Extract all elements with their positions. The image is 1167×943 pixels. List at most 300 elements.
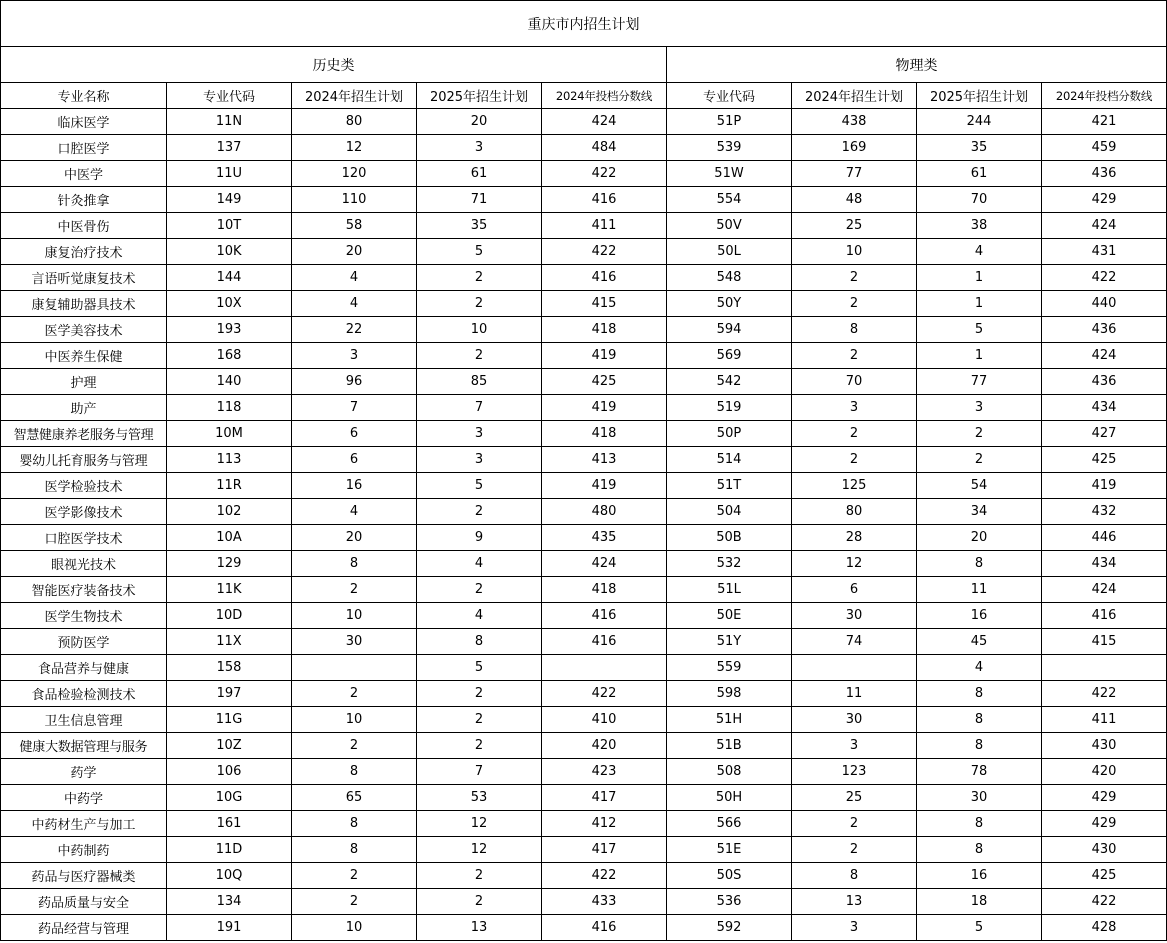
history-major-code-header: 专业代码 — [167, 83, 292, 109]
physics-2025-plan-header: 2025年招生计划 — [917, 83, 1042, 109]
history-2024-plan-cell: 6 — [292, 447, 417, 473]
physics-major-code-cell: 548 — [667, 265, 792, 291]
physics-major-code-cell: 50S — [667, 863, 792, 889]
table-row — [1, 343, 1167, 369]
history-2024-score-cell: 410 — [542, 707, 667, 733]
physics-2024-score-cell: 436 — [1042, 317, 1167, 343]
major-name-cell: 卫生信息管理 — [1, 707, 167, 733]
history-2024-score-cell: 418 — [542, 317, 667, 343]
table-body — [1, 109, 1167, 941]
history-2024-score-cell: 422 — [542, 161, 667, 187]
table-row — [1, 109, 1167, 135]
physics-2024-score-cell: 422 — [1042, 265, 1167, 291]
history-2024-plan-cell: 4 — [292, 265, 417, 291]
history-2024-score-cell: 411 — [542, 213, 667, 239]
history-2025-plan-cell: 3 — [417, 447, 542, 473]
history-2025-plan-cell: 2 — [417, 343, 542, 369]
major-name-cell: 眼视光技术 — [1, 551, 167, 577]
history-major-code-cell: 10M — [167, 421, 292, 447]
history-2024-plan-cell: 96 — [292, 369, 417, 395]
physics-major-code-cell: 559 — [667, 655, 792, 681]
history-2024-plan-cell: 2 — [292, 733, 417, 759]
physics-2024-plan-header: 2024年招生计划 — [792, 83, 917, 109]
major-name-cell: 婴幼儿托育服务与管理 — [1, 447, 167, 473]
history-major-code-cell: 149 — [167, 187, 292, 213]
history-major-code-cell: 137 — [167, 135, 292, 161]
physics-major-code-cell: 504 — [667, 499, 792, 525]
physics-2024-plan-cell: 25 — [792, 785, 917, 811]
history-2024-plan-cell: 80 — [292, 109, 417, 135]
physics-major-code-cell: 598 — [667, 681, 792, 707]
physics-2025-plan-cell: 45 — [917, 629, 1042, 655]
major-name-cell: 中药学 — [1, 785, 167, 811]
physics-2024-score-cell: 419 — [1042, 473, 1167, 499]
history-2025-plan-cell: 85 — [417, 369, 542, 395]
physics-2025-plan-cell: 35 — [917, 135, 1042, 161]
physics-2024-plan-cell: 3 — [792, 733, 917, 759]
physics-2024-score-header: 2024年投档分数线 — [1042, 83, 1167, 109]
physics-2024-score-cell: 434 — [1042, 551, 1167, 577]
history-2025-plan-cell: 4 — [417, 603, 542, 629]
table-row — [1, 915, 1167, 941]
history-2024-score-cell: 419 — [542, 343, 667, 369]
physics-2024-score-cell: 434 — [1042, 395, 1167, 421]
history-major-code-cell: 11X — [167, 629, 292, 655]
physics-2024-score-cell: 425 — [1042, 447, 1167, 473]
physics-2024-score-cell: 422 — [1042, 681, 1167, 707]
history-2025-plan-cell: 9 — [417, 525, 542, 551]
history-2024-score-cell: 417 — [542, 837, 667, 863]
major-name-cell: 中医养生保健 — [1, 343, 167, 369]
table-row — [1, 655, 1167, 681]
physics-major-code-cell: 50B — [667, 525, 792, 551]
physics-group-header: 物理类 — [667, 47, 1167, 83]
physics-2024-score-cell: 431 — [1042, 239, 1167, 265]
history-2024-score-cell: 423 — [542, 759, 667, 785]
history-2024-score-cell: 419 — [542, 473, 667, 499]
history-2024-score-cell: 419 — [542, 395, 667, 421]
history-major-code-cell: 11K — [167, 577, 292, 603]
history-major-code-cell: 144 — [167, 265, 292, 291]
physics-2025-plan-cell: 244 — [917, 109, 1042, 135]
major-name-cell: 助产 — [1, 395, 167, 421]
physics-2024-plan-cell: 70 — [792, 369, 917, 395]
physics-major-code-cell: 542 — [667, 369, 792, 395]
major-name-cell: 食品检验检测技术 — [1, 681, 167, 707]
table-row — [1, 811, 1167, 837]
major-name-cell: 口腔医学 — [1, 135, 167, 161]
major-name-header: 专业名称 — [1, 83, 167, 109]
physics-2024-plan-cell: 10 — [792, 239, 917, 265]
major-name-cell: 护理 — [1, 369, 167, 395]
physics-2025-plan-cell: 1 — [917, 291, 1042, 317]
history-2024-score-cell: 416 — [542, 603, 667, 629]
major-name-cell: 中医学 — [1, 161, 167, 187]
history-2024-score-cell: 416 — [542, 187, 667, 213]
history-2024-plan-cell: 30 — [292, 629, 417, 655]
column-header-row — [1, 83, 1167, 109]
history-major-code-cell: 10K — [167, 239, 292, 265]
history-major-code-cell: 11G — [167, 707, 292, 733]
table-row — [1, 707, 1167, 733]
physics-2024-plan-cell: 123 — [792, 759, 917, 785]
major-name-cell: 口腔医学技术 — [1, 525, 167, 551]
major-name-cell: 药学 — [1, 759, 167, 785]
history-2024-plan-cell: 8 — [292, 837, 417, 863]
history-major-code-cell: 10Q — [167, 863, 292, 889]
physics-2024-plan-cell: 2 — [792, 447, 917, 473]
physics-2024-plan-cell: 169 — [792, 135, 917, 161]
physics-2025-plan-cell: 1 — [917, 265, 1042, 291]
physics-2024-score-cell: 424 — [1042, 343, 1167, 369]
table-row — [1, 317, 1167, 343]
history-2025-plan-cell: 61 — [417, 161, 542, 187]
physics-2024-score-cell: 411 — [1042, 707, 1167, 733]
history-2024-plan-cell: 58 — [292, 213, 417, 239]
group-header-row — [1, 47, 1167, 83]
history-2024-plan-cell: 10 — [292, 707, 417, 733]
table-row — [1, 291, 1167, 317]
history-2024-score-cell: 416 — [542, 265, 667, 291]
history-2024-plan-cell: 2 — [292, 577, 417, 603]
physics-2025-plan-cell: 4 — [917, 239, 1042, 265]
table-row — [1, 889, 1167, 915]
history-2024-score-cell: 415 — [542, 291, 667, 317]
physics-2025-plan-cell: 38 — [917, 213, 1042, 239]
history-2025-plan-cell: 2 — [417, 291, 542, 317]
history-major-code-cell: 191 — [167, 915, 292, 941]
physics-major-code-cell: 566 — [667, 811, 792, 837]
history-2024-score-cell: 425 — [542, 369, 667, 395]
table-row — [1, 785, 1167, 811]
physics-major-code-cell: 51W — [667, 161, 792, 187]
physics-2024-plan-cell: 74 — [792, 629, 917, 655]
history-major-code-cell: 11U — [167, 161, 292, 187]
history-major-code-cell: 193 — [167, 317, 292, 343]
history-2025-plan-cell: 3 — [417, 135, 542, 161]
history-2024-plan-cell: 6 — [292, 421, 417, 447]
physics-2024-plan-cell: 438 — [792, 109, 917, 135]
major-name-cell: 针灸推拿 — [1, 187, 167, 213]
physics-2024-score-cell: 424 — [1042, 213, 1167, 239]
history-2025-plan-cell: 2 — [417, 499, 542, 525]
physics-2024-score-cell — [1042, 655, 1167, 681]
physics-2024-score-cell: 446 — [1042, 525, 1167, 551]
physics-major-code-cell: 519 — [667, 395, 792, 421]
physics-major-code-cell: 508 — [667, 759, 792, 785]
physics-2024-score-cell: 424 — [1042, 577, 1167, 603]
major-name-cell: 药品经营与管理 — [1, 915, 167, 941]
physics-2024-plan-cell: 3 — [792, 395, 917, 421]
physics-2024-plan-cell: 30 — [792, 707, 917, 733]
physics-2024-score-cell: 459 — [1042, 135, 1167, 161]
history-2024-plan-header: 2024年招生计划 — [292, 83, 417, 109]
physics-2024-plan-cell: 12 — [792, 551, 917, 577]
major-name-cell: 医学检验技术 — [1, 473, 167, 499]
history-2024-score-cell: 420 — [542, 733, 667, 759]
table-row — [1, 213, 1167, 239]
physics-2024-score-cell: 425 — [1042, 863, 1167, 889]
history-2024-plan-cell: 20 — [292, 525, 417, 551]
table-row — [1, 421, 1167, 447]
physics-2024-score-cell: 420 — [1042, 759, 1167, 785]
physics-2024-score-cell: 428 — [1042, 915, 1167, 941]
physics-major-code-cell: 50V — [667, 213, 792, 239]
physics-2024-score-cell: 416 — [1042, 603, 1167, 629]
physics-major-code-cell: 536 — [667, 889, 792, 915]
physics-2025-plan-cell: 4 — [917, 655, 1042, 681]
major-name-cell: 智能医疗装备技术 — [1, 577, 167, 603]
history-2024-score-cell: 422 — [542, 863, 667, 889]
history-2025-plan-cell: 8 — [417, 629, 542, 655]
physics-2024-score-cell: 429 — [1042, 811, 1167, 837]
physics-major-code-header: 专业代码 — [667, 83, 792, 109]
history-2024-score-cell: 416 — [542, 629, 667, 655]
table-row — [1, 759, 1167, 785]
history-2024-score-cell: 484 — [542, 135, 667, 161]
history-2024-score-cell: 422 — [542, 239, 667, 265]
table-title: 重庆市内招生计划 — [1, 1, 1167, 47]
physics-major-code-cell: 592 — [667, 915, 792, 941]
history-major-code-cell: 134 — [167, 889, 292, 915]
history-2025-plan-header: 2025年招生计划 — [417, 83, 542, 109]
physics-2024-plan-cell: 125 — [792, 473, 917, 499]
physics-2024-plan-cell: 8 — [792, 863, 917, 889]
physics-2025-plan-cell: 8 — [917, 837, 1042, 863]
history-2025-plan-cell: 71 — [417, 187, 542, 213]
history-major-code-cell: 118 — [167, 395, 292, 421]
history-2024-plan-cell: 2 — [292, 863, 417, 889]
physics-2024-score-cell: 422 — [1042, 889, 1167, 915]
history-2025-plan-cell: 53 — [417, 785, 542, 811]
major-name-cell: 医学影像技术 — [1, 499, 167, 525]
history-2025-plan-cell: 5 — [417, 239, 542, 265]
physics-2024-plan-cell: 28 — [792, 525, 917, 551]
major-name-cell: 预防医学 — [1, 629, 167, 655]
physics-2024-plan-cell: 8 — [792, 317, 917, 343]
history-2025-plan-cell: 2 — [417, 577, 542, 603]
table-row — [1, 525, 1167, 551]
history-2025-plan-cell: 5 — [417, 473, 542, 499]
physics-major-code-cell: 51L — [667, 577, 792, 603]
physics-2024-plan-cell: 11 — [792, 681, 917, 707]
physics-2025-plan-cell: 2 — [917, 447, 1042, 473]
history-major-code-cell: 10G — [167, 785, 292, 811]
history-2024-score-cell: 480 — [542, 499, 667, 525]
physics-2025-plan-cell: 78 — [917, 759, 1042, 785]
history-major-code-cell: 168 — [167, 343, 292, 369]
history-2024-plan-cell: 3 — [292, 343, 417, 369]
physics-2025-plan-cell: 70 — [917, 187, 1042, 213]
history-2024-score-cell: 416 — [542, 915, 667, 941]
physics-2024-score-cell: 429 — [1042, 785, 1167, 811]
history-2024-score-cell: 422 — [542, 681, 667, 707]
history-group-header: 历史类 — [1, 47, 667, 83]
title-row — [1, 1, 1167, 47]
major-name-cell: 食品营养与健康 — [1, 655, 167, 681]
physics-2025-plan-cell: 34 — [917, 499, 1042, 525]
history-2024-plan-cell: 16 — [292, 473, 417, 499]
history-2024-plan-cell: 8 — [292, 551, 417, 577]
physics-2024-score-cell: 436 — [1042, 161, 1167, 187]
table-row — [1, 187, 1167, 213]
table-row — [1, 473, 1167, 499]
history-2024-plan-cell: 22 — [292, 317, 417, 343]
major-name-cell: 医学美容技术 — [1, 317, 167, 343]
history-2025-plan-cell: 12 — [417, 837, 542, 863]
history-major-code-cell: 10Z — [167, 733, 292, 759]
history-major-code-cell: 197 — [167, 681, 292, 707]
major-name-cell: 中医骨伤 — [1, 213, 167, 239]
history-2025-plan-cell: 2 — [417, 733, 542, 759]
physics-2025-plan-cell: 20 — [917, 525, 1042, 551]
physics-2025-plan-cell: 16 — [917, 603, 1042, 629]
history-major-code-cell: 11N — [167, 109, 292, 135]
history-2025-plan-cell: 2 — [417, 863, 542, 889]
physics-2025-plan-cell: 2 — [917, 421, 1042, 447]
table-row — [1, 369, 1167, 395]
history-2025-plan-cell: 35 — [417, 213, 542, 239]
physics-2025-plan-cell: 16 — [917, 863, 1042, 889]
physics-major-code-cell: 532 — [667, 551, 792, 577]
major-name-cell: 药品与医疗器械类 — [1, 863, 167, 889]
physics-2024-score-cell: 440 — [1042, 291, 1167, 317]
physics-major-code-cell: 594 — [667, 317, 792, 343]
physics-2024-plan-cell: 77 — [792, 161, 917, 187]
history-2024-plan-cell: 7 — [292, 395, 417, 421]
history-2024-score-cell: 418 — [542, 421, 667, 447]
physics-2024-score-cell: 436 — [1042, 369, 1167, 395]
history-major-code-cell: 10X — [167, 291, 292, 317]
history-2024-score-cell: 413 — [542, 447, 667, 473]
history-2024-plan-cell: 120 — [292, 161, 417, 187]
history-2024-score-cell: 433 — [542, 889, 667, 915]
history-2024-plan-cell: 4 — [292, 291, 417, 317]
history-2024-score-cell: 424 — [542, 551, 667, 577]
history-major-code-cell: 140 — [167, 369, 292, 395]
physics-major-code-cell: 50Y — [667, 291, 792, 317]
physics-2024-plan-cell: 2 — [792, 421, 917, 447]
physics-major-code-cell: 50L — [667, 239, 792, 265]
history-2024-plan-cell: 4 — [292, 499, 417, 525]
history-2024-score-cell — [542, 655, 667, 681]
history-2024-plan-cell: 110 — [292, 187, 417, 213]
history-major-code-cell: 102 — [167, 499, 292, 525]
physics-2025-plan-cell: 8 — [917, 551, 1042, 577]
physics-major-code-cell: 51P — [667, 109, 792, 135]
history-major-code-cell: 10D — [167, 603, 292, 629]
physics-2024-plan-cell: 3 — [792, 915, 917, 941]
major-name-cell: 中药材生产与加工 — [1, 811, 167, 837]
physics-2024-score-cell: 430 — [1042, 733, 1167, 759]
physics-major-code-cell: 554 — [667, 187, 792, 213]
physics-2024-score-cell: 415 — [1042, 629, 1167, 655]
history-major-code-cell: 158 — [167, 655, 292, 681]
physics-major-code-cell: 569 — [667, 343, 792, 369]
history-major-code-cell: 11R — [167, 473, 292, 499]
history-major-code-cell: 11D — [167, 837, 292, 863]
history-2024-plan-cell: 2 — [292, 889, 417, 915]
major-name-cell: 药品质量与安全 — [1, 889, 167, 915]
table-row — [1, 499, 1167, 525]
physics-major-code-cell: 50P — [667, 421, 792, 447]
physics-2025-plan-cell: 77 — [917, 369, 1042, 395]
history-2025-plan-cell: 4 — [417, 551, 542, 577]
physics-major-code-cell: 50E — [667, 603, 792, 629]
history-2025-plan-cell: 12 — [417, 811, 542, 837]
history-major-code-cell: 10A — [167, 525, 292, 551]
history-2025-plan-cell: 2 — [417, 681, 542, 707]
history-2024-score-cell: 424 — [542, 109, 667, 135]
physics-2024-plan-cell: 2 — [792, 265, 917, 291]
history-2024-plan-cell: 10 — [292, 915, 417, 941]
physics-2024-plan-cell: 2 — [792, 343, 917, 369]
table-row — [1, 837, 1167, 863]
history-major-code-cell: 10T — [167, 213, 292, 239]
physics-2025-plan-cell: 3 — [917, 395, 1042, 421]
physics-major-code-cell: 51B — [667, 733, 792, 759]
physics-2025-plan-cell: 54 — [917, 473, 1042, 499]
history-2024-plan-cell: 12 — [292, 135, 417, 161]
physics-2024-plan-cell: 13 — [792, 889, 917, 915]
physics-2024-plan-cell: 6 — [792, 577, 917, 603]
history-major-code-cell: 113 — [167, 447, 292, 473]
physics-2024-score-cell: 429 — [1042, 187, 1167, 213]
physics-major-code-cell: 51T — [667, 473, 792, 499]
history-2024-plan-cell: 8 — [292, 759, 417, 785]
history-2025-plan-cell: 2 — [417, 707, 542, 733]
physics-2024-score-cell: 421 — [1042, 109, 1167, 135]
physics-major-code-cell: 51Y — [667, 629, 792, 655]
physics-major-code-cell: 50H — [667, 785, 792, 811]
physics-2025-plan-cell: 18 — [917, 889, 1042, 915]
history-2024-score-cell: 417 — [542, 785, 667, 811]
major-name-cell: 中药制药 — [1, 837, 167, 863]
physics-major-code-cell: 514 — [667, 447, 792, 473]
physics-2025-plan-cell: 8 — [917, 811, 1042, 837]
physics-major-code-cell: 51H — [667, 707, 792, 733]
table-row — [1, 135, 1167, 161]
physics-2024-plan-cell: 25 — [792, 213, 917, 239]
history-2025-plan-cell: 7 — [417, 395, 542, 421]
history-major-code-cell: 129 — [167, 551, 292, 577]
history-2025-plan-cell: 2 — [417, 889, 542, 915]
table-row — [1, 447, 1167, 473]
history-2024-score-cell: 418 — [542, 577, 667, 603]
history-2024-plan-cell: 8 — [292, 811, 417, 837]
history-2024-plan-cell: 10 — [292, 603, 417, 629]
table-row — [1, 681, 1167, 707]
major-name-cell: 医学生物技术 — [1, 603, 167, 629]
major-name-cell: 康复辅助器具技术 — [1, 291, 167, 317]
physics-2025-plan-cell: 1 — [917, 343, 1042, 369]
history-2025-plan-cell: 13 — [417, 915, 542, 941]
history-major-code-cell: 161 — [167, 811, 292, 837]
physics-2024-plan-cell — [792, 655, 917, 681]
physics-major-code-cell: 539 — [667, 135, 792, 161]
history-2025-plan-cell: 7 — [417, 759, 542, 785]
history-2025-plan-cell: 3 — [417, 421, 542, 447]
physics-2024-plan-cell: 2 — [792, 291, 917, 317]
physics-2025-plan-cell: 5 — [917, 317, 1042, 343]
physics-2024-plan-cell: 2 — [792, 837, 917, 863]
history-2024-score-cell: 412 — [542, 811, 667, 837]
physics-2024-plan-cell: 48 — [792, 187, 917, 213]
physics-2025-plan-cell: 5 — [917, 915, 1042, 941]
major-name-cell: 康复治疗技术 — [1, 239, 167, 265]
table-row — [1, 265, 1167, 291]
physics-2024-score-cell: 432 — [1042, 499, 1167, 525]
